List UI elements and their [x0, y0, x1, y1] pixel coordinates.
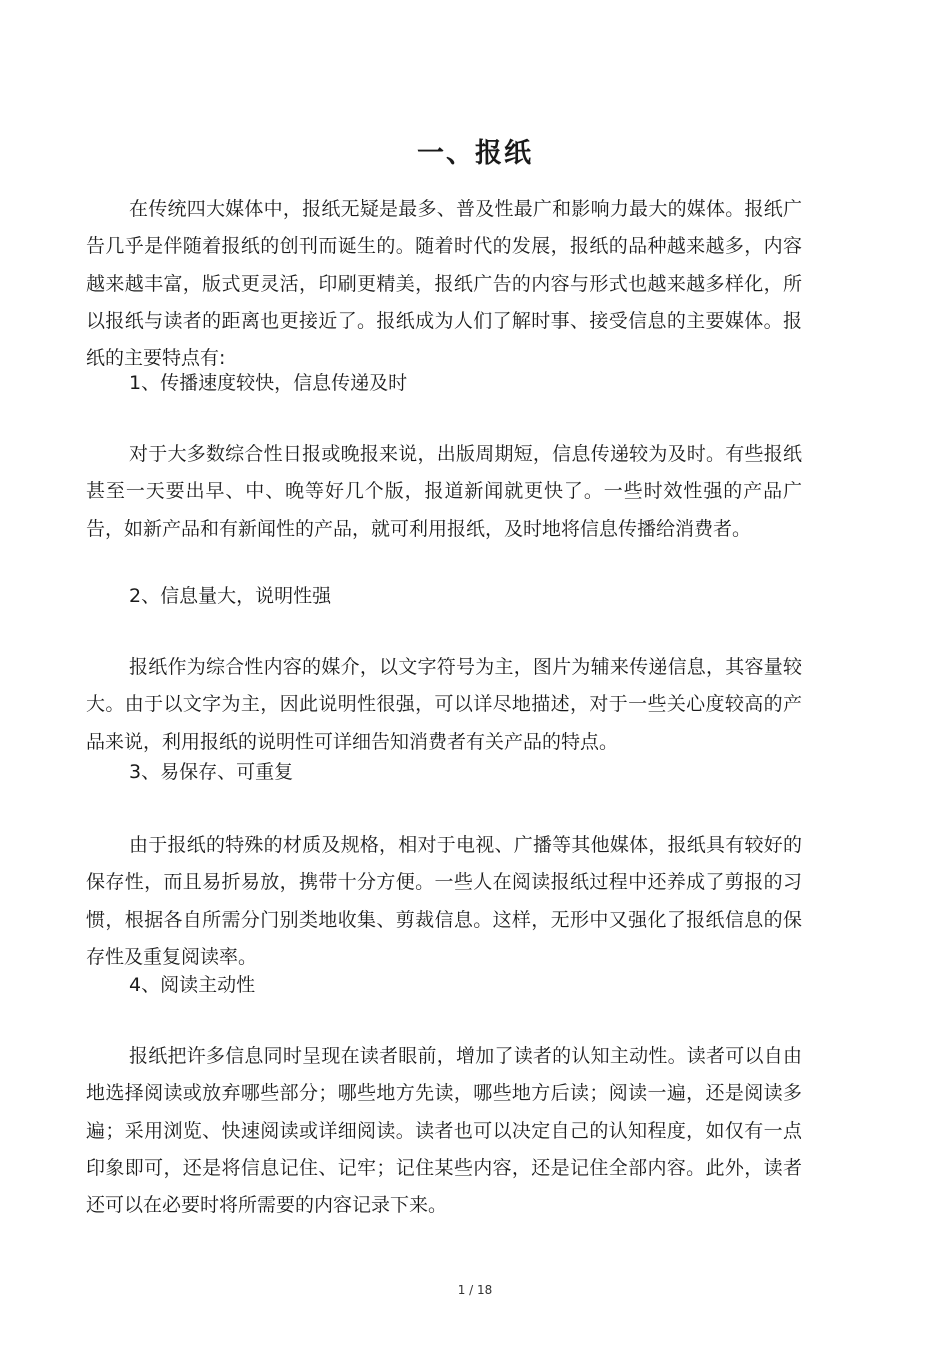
section-heading-4: 4、阅读主动性	[129, 974, 256, 996]
section-body-4: 报纸把许多信息同时呈现在读者眼前，增加了读者的认知主动性。读者可以自由地选择阅读或放弃哪些部分；哪些地方先读，哪些地方后读；阅读一遍，还是阅读多遍；采用浏览、快速阅读或详细阅读。读者也可以决定自己的认知程度，如仅有一点印象即可，还是将信息记住、记牢；记住某些内容，还是记住全部内容。此外，读者还可以在必要时将所需要的内容记录下来。	[86, 1045, 802, 1217]
section-body-2: 报纸作为综合性内容的媒介，以文字符号为主，图片为辅来传递信息，其容量较大。由于以文字为主，因此说明性很强，可以详尽地描述，对于一些关心度较高的产品来说，利用报纸的说明性可详细告知消费者有关产品的特点。	[86, 656, 802, 753]
section-body-3: 由于报纸的特殊的材质及规格，相对于电视、广播等其他媒体，报纸具有较好的保存性，而且易折易放，携带十分方便。一些人在阅读报纸过程中还养成了剪报的习惯，根据各自所需分门别类地收集、剪裁信息。这样，无形中又强化了报纸信息的保存性及重复阅读率。	[86, 834, 802, 968]
intro-paragraph: 在传统四大媒体中，报纸无疑是最多、普及性最广和影响力最大的媒体。报纸广告几乎是伴随着报纸的创刊而诞生的。随着时代的发展，报纸的品种越来越多，内容越来越丰富，版式更灵活，印刷更精美，报纸广告的内容与形式也越来越多样化，所以报纸与读者的距离也更接近了。报纸成为人们了解时事、接受信息的主要媒体。报纸的主要特点有:	[86, 198, 802, 370]
section-heading-1: 1、传播速度较快，信息传递及时	[129, 372, 408, 394]
page-number: 1 / 18	[457, 1283, 493, 1297]
page-title: 一、报纸	[417, 138, 533, 170]
section-heading-2: 2、信息量大，说明性强	[129, 585, 332, 607]
section-body-1: 对于大多数综合性日报或晚报来说，出版周期短，信息传递较为及时。有些报纸甚至一天要出早、中、晚等好几个版，报道新闻就更快了。一些时效性强的产品广告，如新产品和有新闻性的产品，就可利用报纸，及时地将信息传播给消费者。	[86, 443, 802, 540]
section-heading-3: 3、易保存、可重复	[129, 761, 294, 783]
